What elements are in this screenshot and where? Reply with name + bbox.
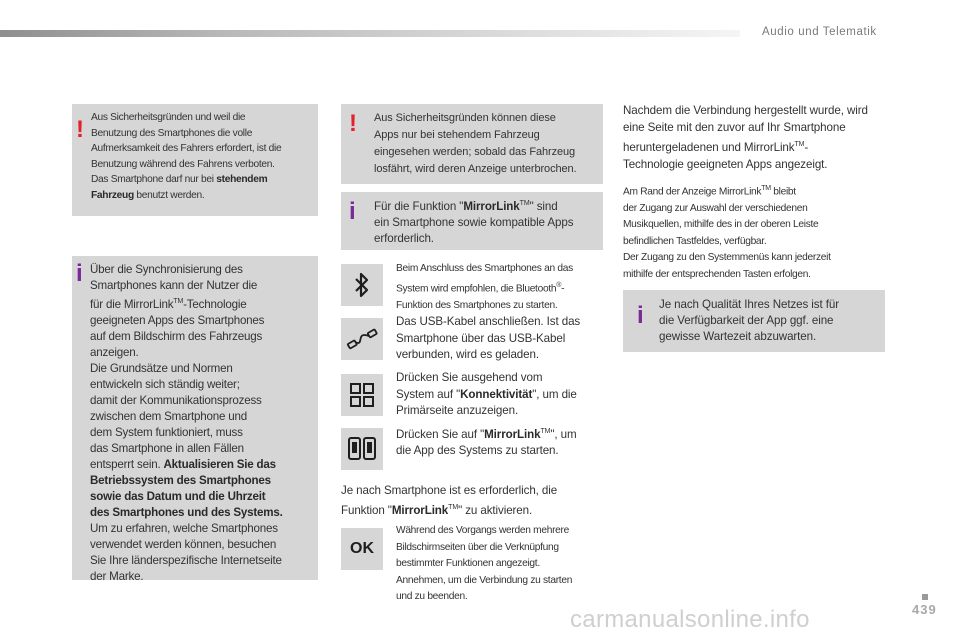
page-marker [922,594,928,600]
access-paragraph: Am Rand der Anzeige MirrorLink™ bleibt der Zugang zur Auswahl der verschiedenen Musikquellen, mithilfe des in der oberen Leiste befindlichen Tastfeldes, verfügbar. Der Zugang zu den Systemmenüs kann jederzeit mithilfe der entsprechenden Tasten erfolgen. [623,185,831,280]
info-text: Über die Synchronisierung des Smartphones kann der Nutzer die für die MirrorLink™-Technologie geeigneten Apps des Smartphones auf dem Bildschirm des Fahrzeugs anzeigen. Die Grundsätze und Normen entwickeln sich ständig weiter; damit der Kommunikationsprozess zwischen dem Smartphone und dem System funktioniert, muss das Smartphone in allen Fällen entsperrt sein. Aktualisieren Sie das Betriebssystem des Smartphones sowie das Datum und die Uhrzeit des Smartphones und des Systems. Um zu erfahren, welche Smartphones verwendet werden können, besuchen Sie Ihre länderspezifische Internetseite der Marke. [90,263,283,583]
activate-text: Je nach Smartphone ist es erforderlich, die Funktion "MirrorLink™" zu aktivieren. [341,484,558,517]
page-number: 439 [912,602,937,617]
section-title: Audio und Telematik [762,26,877,38]
info-text: Je nach Qualität Ihres Netzes ist für die Verfügbarkeit der App ggf. eine gewisse Wartezeit abzuwarten. [659,298,839,343]
warning-box-safety [72,104,318,216]
info-icon: i [76,260,83,287]
info-icon: i [637,302,644,329]
step-bluetooth-text: Beim Anschluss des Smartphones an das System wird empfohlen, die Bluetooth®- Funktion des Smartphones zu starten. [396,263,573,312]
warning-text: Aus Sicherheitsgründen können diese Apps nur bei stehendem Fahrzeug eingesehen werden; sobald das Fahrzeug losfährt, wird deren Anzeige unterbrochen. [374,112,577,175]
step-ok-text: Während des Vorgangs werden mehrere Bildschirmseiten über die Verknüpfung bestimmter Funktionen angezeigt. Annehmen, um die Verbindung zu starten und zu beenden. [396,525,573,602]
watermark: carmanualsonline.info [570,606,810,633]
info-icon: i [349,198,356,225]
step-usb-text: Das USB-Kabel anschließen. Ist das Smartphone über das USB-Kabel verbunden, wird es geladen. [396,315,581,361]
info-box-requirements [341,192,603,250]
warning-box-apps [341,104,603,184]
step-mirror-text: Drücken Sie auf "MirrorLink™", um die App des Systems zu starten. [396,427,577,458]
header-bar [0,30,740,37]
info-box-synchronisation [72,256,318,583]
connection-paragraph: Nachdem die Verbindung hergestellt wurde, wird eine Seite mit den zuvor auf Ihr Smartphone heruntergeladenen und MirrorLink™- Technologie geeigneten Apps angezeigt. [623,104,868,171]
info-box-network [623,290,885,352]
warning-text: Aus Sicherheitsgründen und weil die Benutzung des Smartphones die volle Aufmerksamkeit des Fahrers erfordert, ist die Benutzung während des Fahrens verboten. Das Smartphone darf nur bei stehendem Fahrzeug benutzt werden. [91,112,282,201]
warning-icon: ! [349,110,357,137]
step-connect-text: Drücken Sie ausgehend vom System auf "Konnektivität", um die Primärseite anzuzeigen. [396,371,577,417]
ok-button: OK [341,528,383,570]
usb-cable-icon [341,318,383,360]
info-text: Für die Funktion "MirrorLink™" sind ein Smartphone sowie kompatible Apps erforderlich. [374,199,574,245]
mirrorlink-icon [341,428,383,470]
warning-icon: ! [76,116,84,143]
bluetooth-icon [341,264,383,306]
grid-apps-icon [341,374,383,416]
